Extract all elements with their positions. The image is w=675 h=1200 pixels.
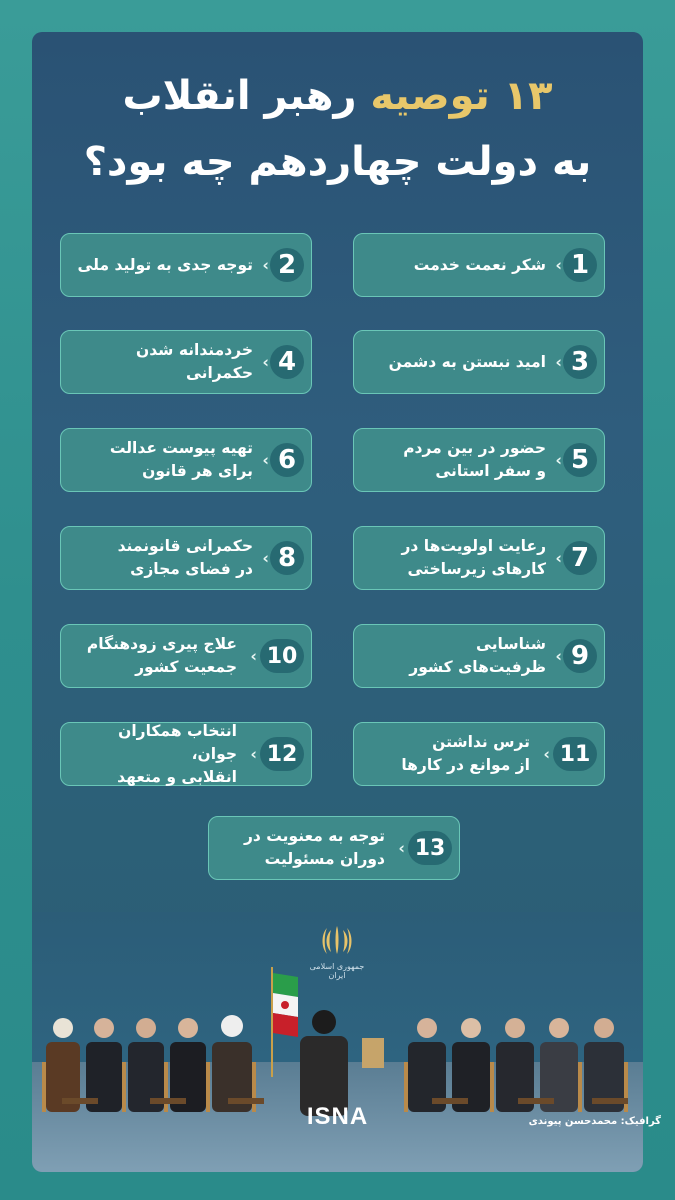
recommendation-number: 12 bbox=[260, 737, 304, 771]
iran-emblem-icon bbox=[319, 922, 355, 958]
recommendation-text: رعایت اولویت‌ها در کارهای زیرساختی bbox=[401, 537, 546, 578]
recommendation-number: 10 bbox=[260, 639, 304, 673]
chevron-left-icon: ‹ bbox=[262, 548, 269, 568]
recommendation-text: امید نبستن به دشمن bbox=[388, 352, 546, 371]
recommendation-number: 11 bbox=[553, 737, 597, 771]
recommendation-text: توجه به معنویت در دوران مسئولیت bbox=[243, 827, 385, 868]
chevron-left-icon: ‹ bbox=[398, 838, 405, 858]
recommendation-number: 9 bbox=[563, 639, 597, 673]
recommendation-number: 7 bbox=[563, 541, 597, 575]
recommendation-5 bbox=[353, 428, 605, 492]
recommendation-text: شناسایی ظرفیت‌های کشور bbox=[409, 635, 546, 676]
isna-logo: ISNA bbox=[306, 1103, 369, 1130]
recommendation-9 bbox=[353, 624, 605, 688]
chevron-left-icon: ‹ bbox=[262, 352, 269, 372]
chevron-left-icon: ‹ bbox=[555, 548, 562, 568]
recommendation-8 bbox=[60, 526, 312, 590]
recommendation-number: 5 bbox=[563, 443, 597, 477]
recommendation-6 bbox=[60, 428, 312, 492]
chevron-left-icon: ‹ bbox=[250, 646, 257, 666]
infographic-card bbox=[32, 32, 643, 1172]
graphic-credit: گرافیک: محمدحسن پیوندی bbox=[528, 1116, 661, 1127]
recommendation-1 bbox=[353, 233, 605, 297]
recommendation-13 bbox=[208, 816, 460, 880]
recommendation-text: توجه جدی به تولید ملی bbox=[77, 255, 253, 274]
recommendation-text: تهیه پیوست عدالت برای هر قانون bbox=[109, 439, 253, 480]
recommendation-number: 1 bbox=[563, 248, 597, 282]
recommendation-text: انتخاب همکاران جوان، انقلابی و متعهد bbox=[117, 721, 237, 786]
recommendation-number: 13 bbox=[408, 831, 452, 865]
recommendation-number: 4 bbox=[270, 345, 304, 379]
recommendation-text: حضور در بین مردم و سفر استانی bbox=[403, 439, 546, 480]
recommendation-4 bbox=[60, 330, 312, 394]
recommendation-2 bbox=[60, 233, 312, 297]
recommendation-text: ترس نداشتن از موانع در کارها bbox=[401, 733, 530, 774]
chevron-left-icon: ‹ bbox=[555, 450, 562, 470]
recommendation-number: 6 bbox=[270, 443, 304, 477]
chevron-left-icon: ‹ bbox=[262, 450, 269, 470]
recommendation-12 bbox=[60, 722, 312, 786]
chevron-left-icon: ‹ bbox=[262, 255, 269, 275]
recommendation-number: 3 bbox=[563, 345, 597, 379]
recommendation-7 bbox=[353, 526, 605, 590]
chevron-left-icon: ‹ bbox=[555, 255, 562, 275]
recommendation-number: 2 bbox=[270, 248, 304, 282]
emblem-caption: جمهوری اسلامی ایران bbox=[309, 962, 365, 980]
meeting-photo bbox=[32, 912, 643, 1172]
chevron-left-icon: ‹ bbox=[555, 352, 562, 372]
title-highlight: ۱۳ توصیه bbox=[370, 73, 553, 119]
chevron-left-icon: ‹ bbox=[250, 744, 257, 764]
recommendation-text: خردمندانه شدن حکمرانی bbox=[136, 341, 253, 382]
recommendation-number: 8 bbox=[270, 541, 304, 575]
recommendation-3 bbox=[353, 330, 605, 394]
recommendation-text: شکر نعمت خدمت bbox=[413, 255, 546, 274]
recommendation-text: علاج پیری زودهنگام جمعیت کشور bbox=[86, 635, 237, 676]
chevron-left-icon: ‹ bbox=[555, 646, 562, 666]
title-rest: رهبر انقلاب bbox=[122, 73, 357, 119]
title-line-1 bbox=[32, 73, 643, 119]
recommendation-10 bbox=[60, 624, 312, 688]
chevron-left-icon: ‹ bbox=[543, 744, 550, 764]
recommendation-11 bbox=[353, 722, 605, 786]
title-line-2: به دولت چهاردهم چه بود؟ bbox=[83, 139, 592, 185]
recommendation-text: حکمرانی قانونمند در فضای مجازی bbox=[117, 537, 253, 578]
